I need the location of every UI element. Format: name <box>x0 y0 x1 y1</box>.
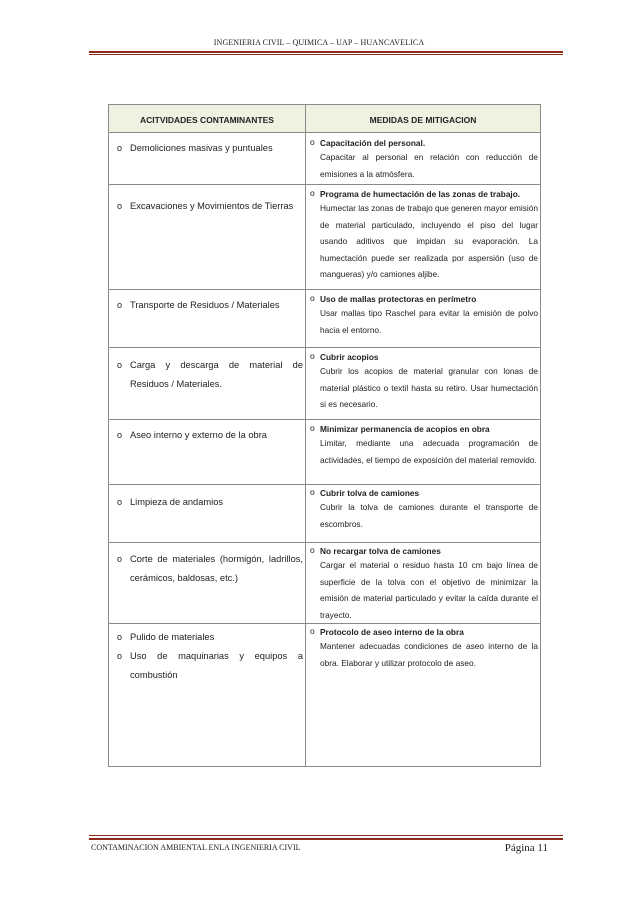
activity-cell <box>109 485 306 543</box>
activity-cell <box>109 543 306 624</box>
bullet-icon: o <box>310 293 315 303</box>
bullet-icon: o <box>117 300 123 310</box>
column-header-activities: ACITVIDADES CONTAMINANTES <box>109 105 306 133</box>
bullet-icon: o <box>117 201 123 211</box>
bullet-icon: o <box>310 188 315 198</box>
activity-cell <box>109 290 306 348</box>
activity-text: Excavaciones y Movimientos de Tierras <box>130 201 294 211</box>
measure-cell <box>306 420 541 485</box>
bullet-icon: o <box>310 423 315 433</box>
activity-cell <box>109 624 306 767</box>
activity-text: Pulido de materiales <box>130 632 215 642</box>
activity-item <box>117 296 303 315</box>
bullet-icon: o <box>310 545 315 555</box>
bullet-icon: o <box>117 651 123 661</box>
measure-title: Programa de humectación de las zonas de trabajo. <box>320 189 521 199</box>
activity-text: Demoliciones masivas y puntuales <box>130 143 273 153</box>
activity-item <box>117 139 303 158</box>
measure-title: Uso de mallas protectoras en perímetro <box>320 294 477 304</box>
measure-text: Cargar el material o residuo hasta 10 cm bajo línea de superficie de la tolva con el objetivo de minimizar la emisión de material particulado y evitar la caída durante el trayecto. <box>320 560 538 620</box>
table-row <box>109 185 541 290</box>
measure-cell <box>306 543 541 624</box>
measure-text: Cubrir los acopios de material granular con lonas de material plástico o textil hasta su retiro. Usar humectación si es necesario. <box>320 366 538 409</box>
measure-title: No recargar tolva de camiones <box>320 546 441 556</box>
table-row <box>109 624 541 767</box>
activity-item <box>117 628 303 647</box>
activity-item <box>117 356 303 394</box>
table-row <box>109 133 541 185</box>
measure-cell <box>306 290 541 348</box>
bullet-icon: o <box>310 137 315 147</box>
measure-title: Protocolo de aseo interno de la obra <box>320 627 464 637</box>
activity-cell <box>109 420 306 485</box>
footer-rule-bottom <box>89 838 563 840</box>
activity-cell <box>109 348 306 420</box>
activity-text: Transporte de Residuos / Materiales <box>130 300 280 310</box>
activity-text: Aseo interno y externo de la obra <box>130 430 267 440</box>
activity-item <box>117 550 303 588</box>
bullet-icon: o <box>117 143 123 153</box>
measure-text: Cubrir la tolva de camiones durante el transporte de escombros. <box>320 502 538 529</box>
mitigation-table <box>108 104 541 767</box>
measure-title: Cubrir tolva de camiones <box>320 488 420 498</box>
bullet-icon: o <box>310 626 315 636</box>
bullet-icon: o <box>310 487 315 497</box>
activity-item <box>117 426 303 445</box>
header-rule-top <box>89 51 563 53</box>
measure-title: Cubrir acopios <box>320 352 379 362</box>
activity-text: Carga y descarga de material de Residuos / Materiales. <box>130 360 303 389</box>
measure-text: Usar mallas tipo Raschel para evitar la emisión de polvo hacia el entorno. <box>320 308 538 335</box>
measure-cell <box>306 133 541 185</box>
footer-document-title: CONTAMINACION AMBIENTAL ENLA INGENIERIA CIVIL <box>91 843 301 852</box>
table-row <box>109 290 541 348</box>
bullet-icon: o <box>310 351 315 361</box>
measure-cell <box>306 624 541 767</box>
activity-text: Limpieza de andamios <box>130 497 224 507</box>
activity-text: Uso de maquinarias y equipos a combustión <box>130 651 303 680</box>
page-header-title: INGENIERIA CIVIL – QUIMICA – UAP – HUANCAVELICA <box>213 38 425 47</box>
bullet-icon: o <box>117 497 123 507</box>
table-row <box>109 420 541 485</box>
table-body <box>109 133 541 767</box>
activity-cell <box>109 185 306 290</box>
page-number: Página 11 <box>504 842 548 854</box>
activity-cell <box>109 133 306 185</box>
measure-text: Humectar las zonas de trabajo que generen mayor emisión de material particulado, incluyendo el piso del lugar usando aditivos que impidan su evaporación. La humectación puede ser realizada por aspersión (uso de mangueras) y/o camiones aljibe. <box>320 203 538 279</box>
header-rule-bottom <box>89 54 563 55</box>
activity-item <box>117 493 303 512</box>
bullet-icon: o <box>117 360 123 370</box>
measure-text: Limitar, mediante una adecuada programación de actividades, el tiempo de exposición del material removido. <box>320 438 538 465</box>
measure-text: Mantener adecuadas condiciones de aseo interno de la obra. Elaborar y utilizar protocolo de aseo. <box>320 641 538 668</box>
column-header-measures: MEDIDAS DE MITIGACION <box>306 105 541 133</box>
measure-cell <box>306 485 541 543</box>
measure-cell <box>306 348 541 420</box>
measure-text: Capacitar al personal en relación con reducción de emisiones a la atmósfera. <box>320 152 538 179</box>
measure-cell <box>306 185 541 290</box>
activity-item <box>117 197 303 216</box>
measure-title: Minimizar permanencia de acopios en obra <box>320 424 490 434</box>
table-row <box>109 485 541 543</box>
bullet-icon: o <box>117 430 123 440</box>
bullet-icon: o <box>117 554 123 564</box>
bullet-icon: o <box>117 632 123 642</box>
table-header-row <box>109 105 541 133</box>
table-row <box>109 543 541 624</box>
activity-text: Corte de materiales (hormigón, ladrillos, cerámicos, baldosas, etc.) <box>130 554 303 583</box>
measure-title: Capacitación del personal. <box>320 138 426 148</box>
table-row <box>109 348 541 420</box>
activity-item <box>117 647 303 685</box>
footer-rule-top <box>89 835 563 836</box>
